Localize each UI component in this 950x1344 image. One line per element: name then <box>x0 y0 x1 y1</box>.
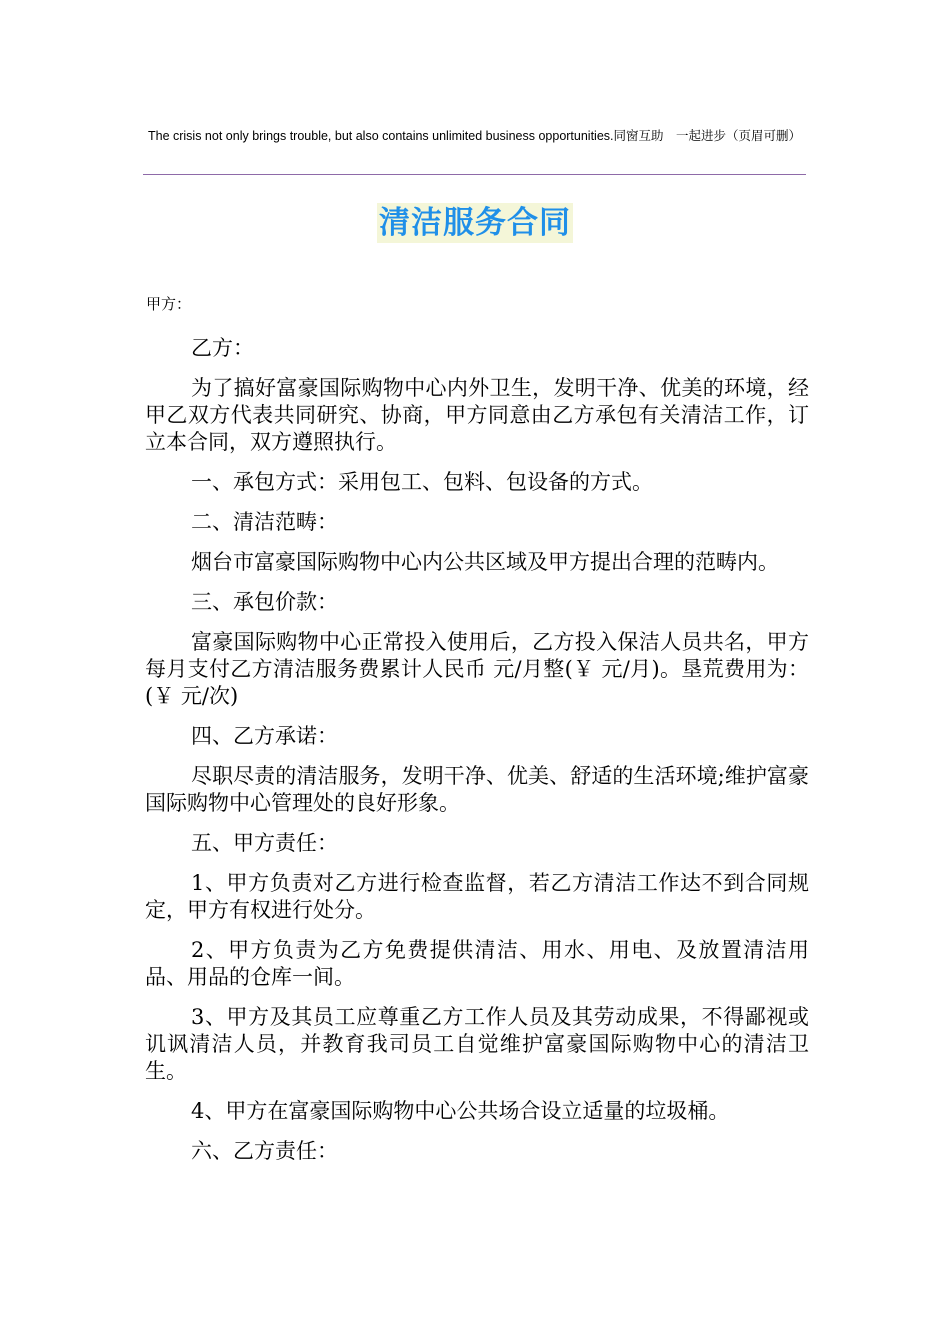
page-header: The crisis not only brings trouble, but also contains unlimited business opportunities.同窗互助 一起进步（页眉可删） <box>147 129 802 143</box>
paragraph-intro: 为了搞好富豪国际购物中心内外卫生，发明干净、优美的环境，经甲乙双方代表共同研究、协商，甲方同意由乙方承包有关清洁工作，订立本合同，双方遵照执行。 <box>145 376 809 454</box>
paragraph-section-1: 一、承包方式：采用包工、包料、包设备的方式。 <box>191 470 653 494</box>
paragraph-section-5-item-1: 1、甲方负责对乙方进行检查监督，若乙方清洁工作达不到合同规定，甲方有权进行处分。 <box>145 871 809 922</box>
paragraph-section-5-heading: 五、甲方责任： <box>191 831 338 855</box>
paragraph-section-3-heading: 三、承包价款： <box>191 590 338 614</box>
paragraph-section-5-item-4: 4、甲方在富豪国际购物中心公共场合设立适量的垃圾桶。 <box>191 1099 730 1123</box>
document-title: 清洁服务合同 <box>379 205 571 241</box>
paragraph-section-4-heading: 四、乙方承诺： <box>191 724 338 748</box>
paragraph-section-2-heading: 二、清洁范畴： <box>191 510 338 534</box>
paragraph-party-b: 乙方： <box>191 336 254 360</box>
paragraph-section-4-body: 尽职尽责的清洁服务，发明干净、优美、舒适的生活环境;维护富豪国际购物中心管理处的良好形象。 <box>145 764 809 815</box>
contract-body <box>145 335 809 1178</box>
paragraph-section-6-heading: 六、乙方责任： <box>191 1139 338 1163</box>
paragraph-section-5-item-2: 2、甲方负责为乙方免费提供清洁、用水、用电、及放置清洁用品、用品的仓库一间。 <box>145 938 809 989</box>
paragraph-section-3-body: 富豪国际购物中心正常投入使用后，乙方投入保洁人员共名，甲方每月支付乙方清洁服务费累计人民币 元/月整(￥ 元/月)。垦荒费用为： (￥ 元/次) <box>145 630 809 708</box>
header-divider <box>143 174 806 175</box>
party-a-label: 甲方： <box>146 295 192 313</box>
title-container <box>0 203 950 243</box>
paragraph-section-5-item-3: 3、甲方及其员工应尊重乙方工作人员及其劳动成果，不得鄙视或讥讽清洁人员，并教育我司员工自觉维护富豪国际购物中心的清洁卫生。 <box>145 1005 809 1083</box>
paragraph-section-2-body: 烟台市富豪国际购物中心内公共区域及甲方提出合理的范畴内。 <box>191 550 779 574</box>
